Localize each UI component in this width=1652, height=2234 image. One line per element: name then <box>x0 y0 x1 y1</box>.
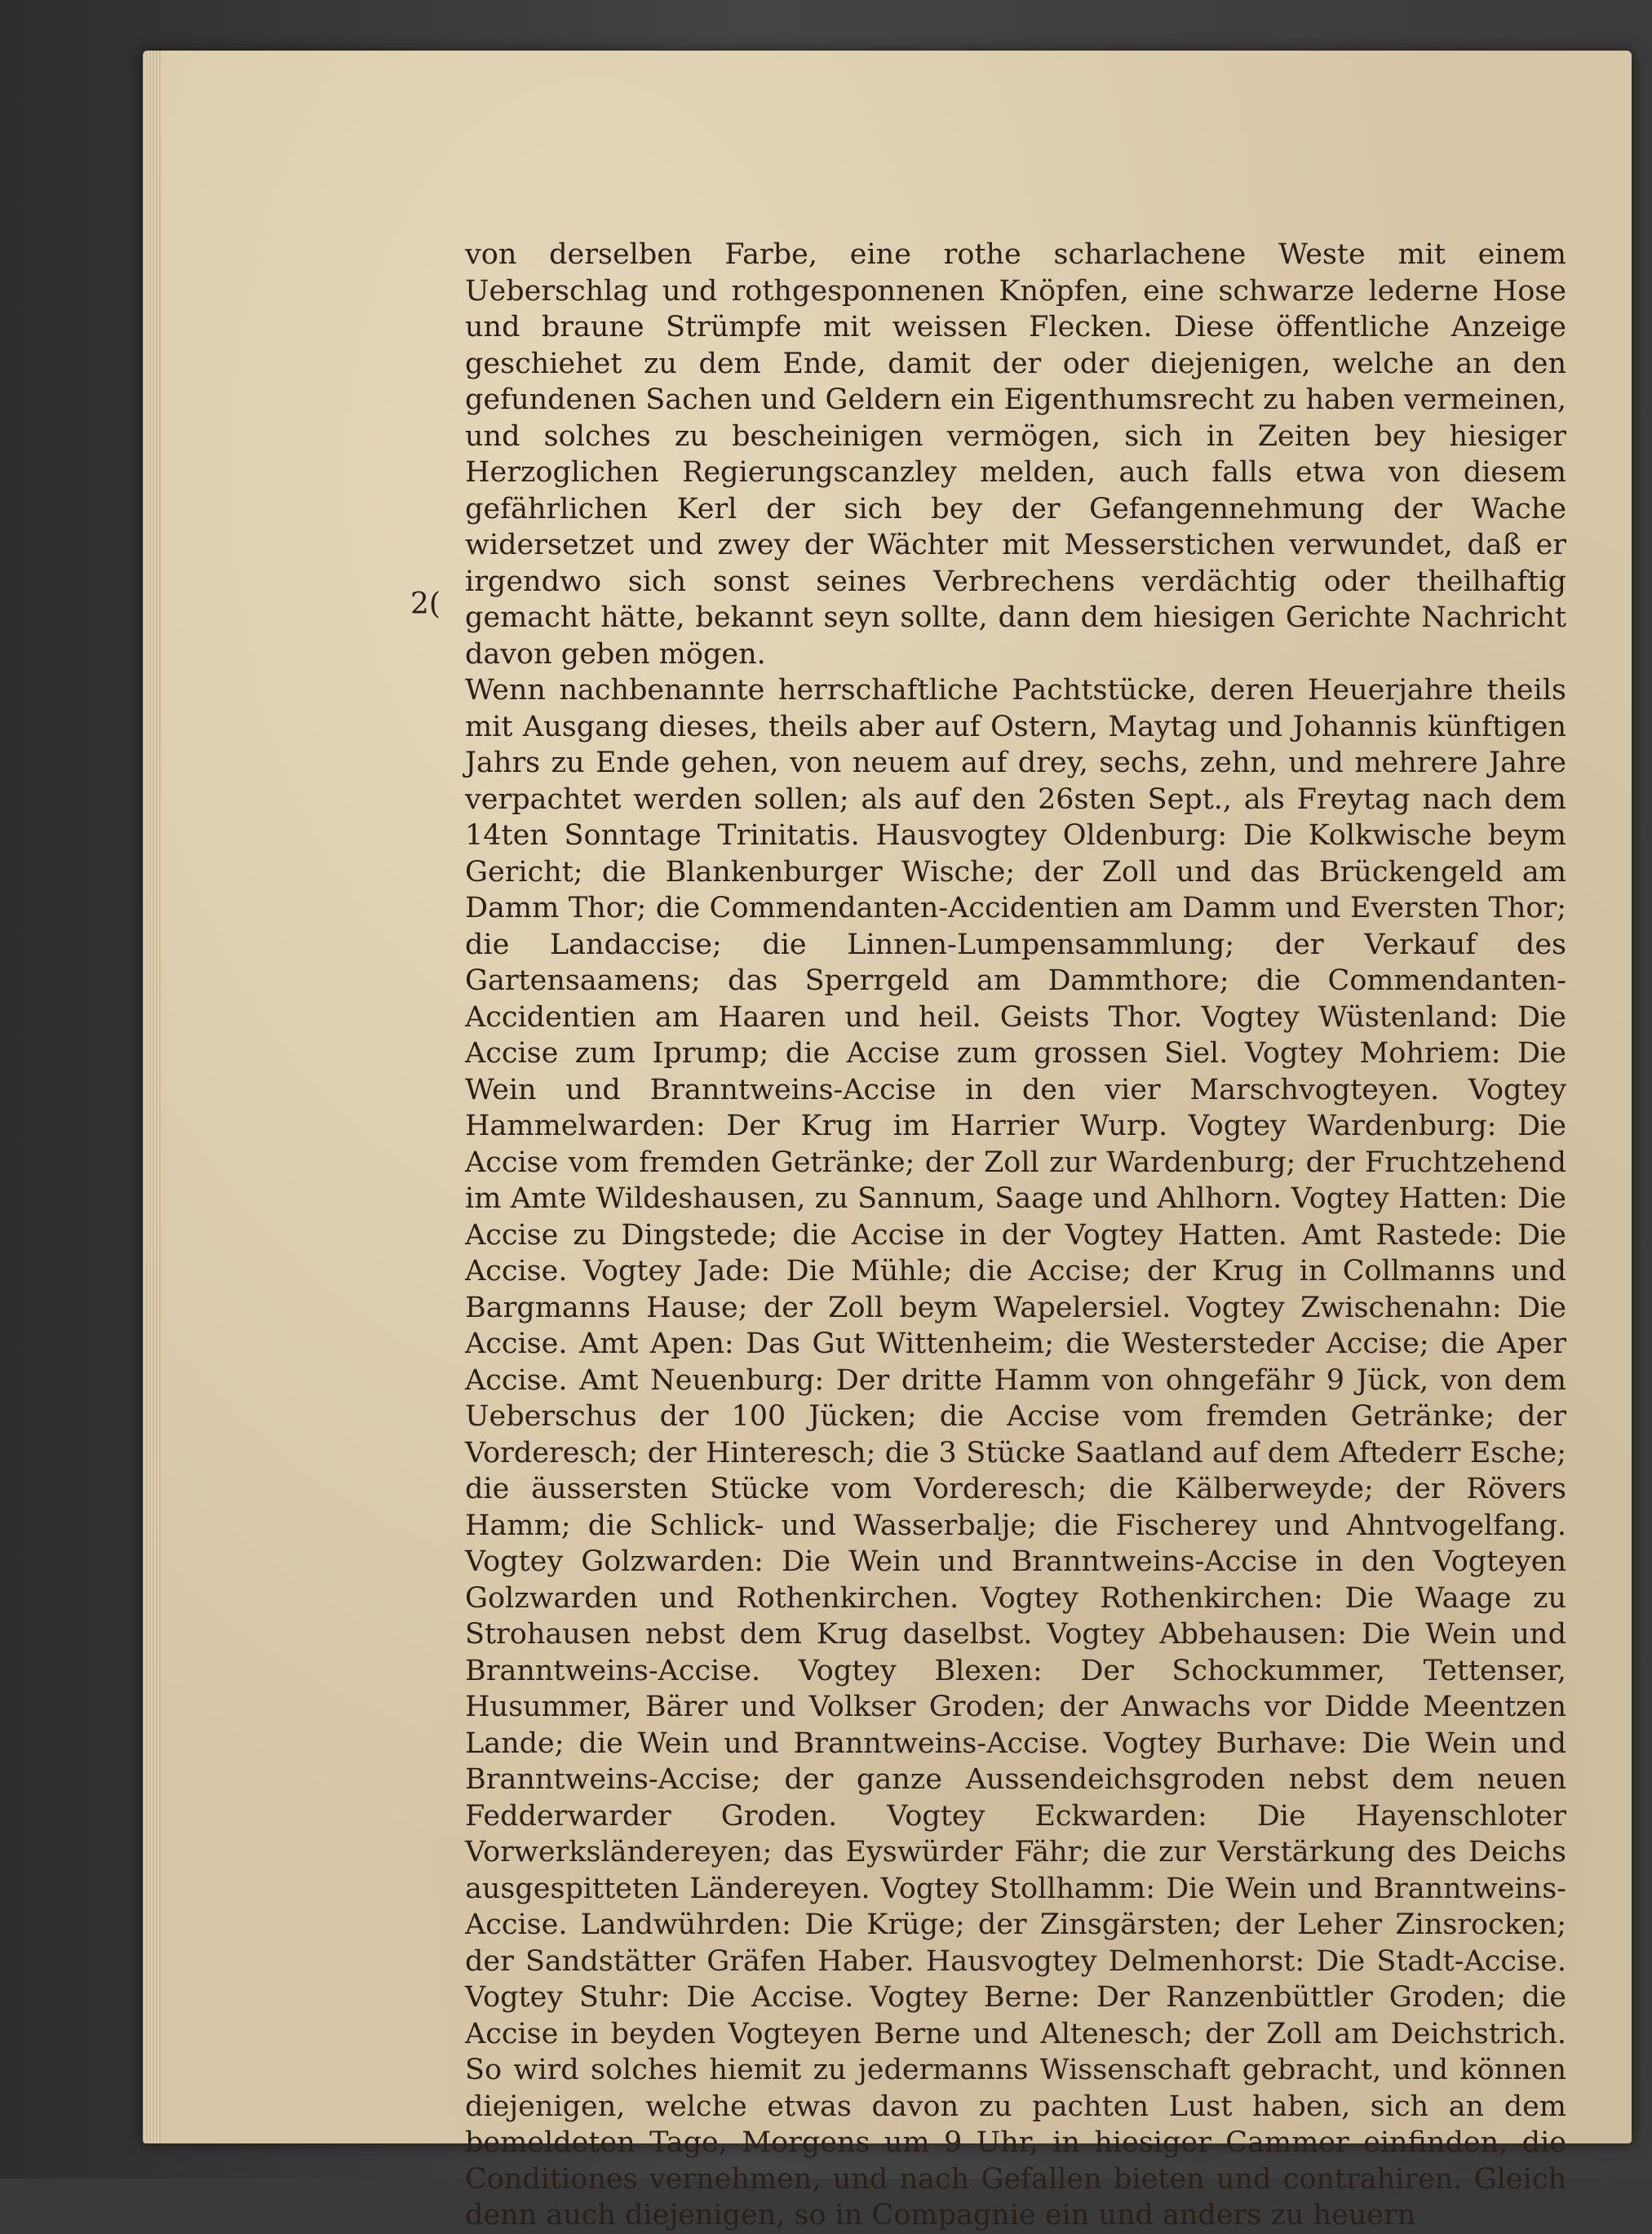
margin-section-number: 2( <box>410 587 441 621</box>
paragraph-lease-notice: Wenn nachbenannte herrschaftliche Pachtstücke, deren Heuerjahre theils mit Ausgang dieses, theils aber auf Ostern, Maytag und Johannis künftigen Jahrs zu Ende gehen, von neuem auf drey, sechs, zehn, und mehrere Jahre verpachtet werden sollen; als auf den 26sten Sept., als Freytag nach dem 14ten Sonntage Trinitatis. Hausvogtey Oldenburg: Die Kolkwische beym Gericht; die Blankenburger Wische; der Zoll und das Brückengeld am Damm Thor; die Commendanten-Accidentien am Damm und Eversten Thor; die Landaccise; die Linnen-Lumpensammlung; der Verkauf des Gartensaamens; das Sperrgeld am Dammthore; die Commendanten-Accidentien am Haaren und heil. Geists Thor. Vogtey Wüstenland: Die Accise zum Iprump; die Accise zum grossen Siel. Vogtey Mohriem: Die Wein und Branntweins-Accise in den vier Marschvogteyen. Vogtey Hammelwarden: Der Krug im Harrier Wurp. Vogtey Wardenburg: Die Accise vom fremden Getränke; der Zoll zur Wardenburg; der Fruchtzehend im Amte Wildeshausen, zu Sannum, Saage und Ahlhorn. Vogtey Hatten: Die Accise zu Dingstede; die Accise in der Vogtey Hatten. Amt Rastede: Die Accise. Vogtey Jade: Die Mühle; die Accise; der Krug in Collmanns und Bargmanns Hause; der Zoll beym Wapelersiel. Vogtey Zwischenahn: Die Accise. Amt Apen: Das Gut Wittenheim; die Westersteder Accise; die Aper Accise. Amt Neuenburg: Der dritte Hamm von ohngefähr 9 Jück, von dem Ueberschus der 100 Jücken; die Accise vom fremden Getränke; der Vorderesch; der Hinteresch; die 3 Stücke Saatland auf dem Aftederr Esche; die äussersten Stücke vom Vorderesch; die Kälberweyde; der Rövers Hamm; die Schlick- und Wasserbalje; die Fischerey und Ahntvogelfang. Vogtey Golzwarden: Die Wein und Branntweins-Accise in den Vogteyen Golzwarden und Rothenkirchen. Vogtey Rothenkirchen: Die Waage zu Strohausen nebst dem Krug daselbst. Vogtey Abbehausen: Die Wein und Branntweins-Accise. Vogtey Blexen: Der Schockummer, Tettenser, Husummer, Bärer und Volkser Groden; der Anwachs vor Didde Meentzen Lande; die Wein und Branntweins-Accise. Vogtey Burhave: Die Wein und Branntweins-Accise; der ganze Aussendeichsgroden nebst dem neuen Fedderwarder Groden. Vogtey Eckwarden: Die Hayenschloter Vorwerksländereyen; das Eyswürder Fähr; die zur Verstärkung des Deichs ausgespitteten Ländereyen. Vogtey Stollhamm: Die Wein und Branntweins-Accise. Landwührden: Die Krüge; der Zinsgärsten; der Leher Zinsrocken; der Sandstätter Gräfen Haber. Hausvogtey Delmenhorst: Die Stadt-Accise. Vogtey Stuhr: Die Accise. Vogtey Berne: Der Ranzenbüttler Groden; die Accise in beyden Vogteyen Berne und Altenesch; der Zoll am Deichstrich. So wird solches hiemit zu jedermanns Wissenschaft gebracht, und können diejenigen, welche etwas davon zu pachten Lust haben, sich an dem bemeldeten Tage, Morgens um 9 Uhr, in hiesiger Cammer einfinden, die Conditiones vernehmen, und nach Gefallen bieten und contrahiren. Gleich denn auch diejenigen, so in Compagnie ein und anders zu heuern <box>465 674 1566 2232</box>
page-text-body <box>465 237 1566 2232</box>
page-stack-edge <box>143 51 161 2143</box>
paragraph-continuation: von derselben Farbe, eine rothe scharlachene Weste mit einem Ueberschlag und rothgesponnenen Knöpfen, eine schwarze lederne Hose und braune Strümpfe mit weissen Flecken. Diese öffentliche Anzeige geschiehet zu dem Ende, damit der oder diejenigen, welche an den gefundenen Sachen und Geldern ein Eigenthumsrecht zu haben vermeinen, und solches zu bescheinigen vermögen, sich in Zeiten bey hiesiger Herzoglichen Regierungscanzley melden, auch falls etwa von diesem gefährlichen Kerl der sich bey der Gefangennehmung der Wache widersetzet und zwey der Wächter mit Messerstichen verwundet, daß er irgendwo sich sonst seines Verbrechens verdächtig oder theilhaftig gemacht hätte, bekannt seyn sollte, dann dem hiesigen Gerichte Nachricht davon geben mögen. <box>465 238 1566 671</box>
